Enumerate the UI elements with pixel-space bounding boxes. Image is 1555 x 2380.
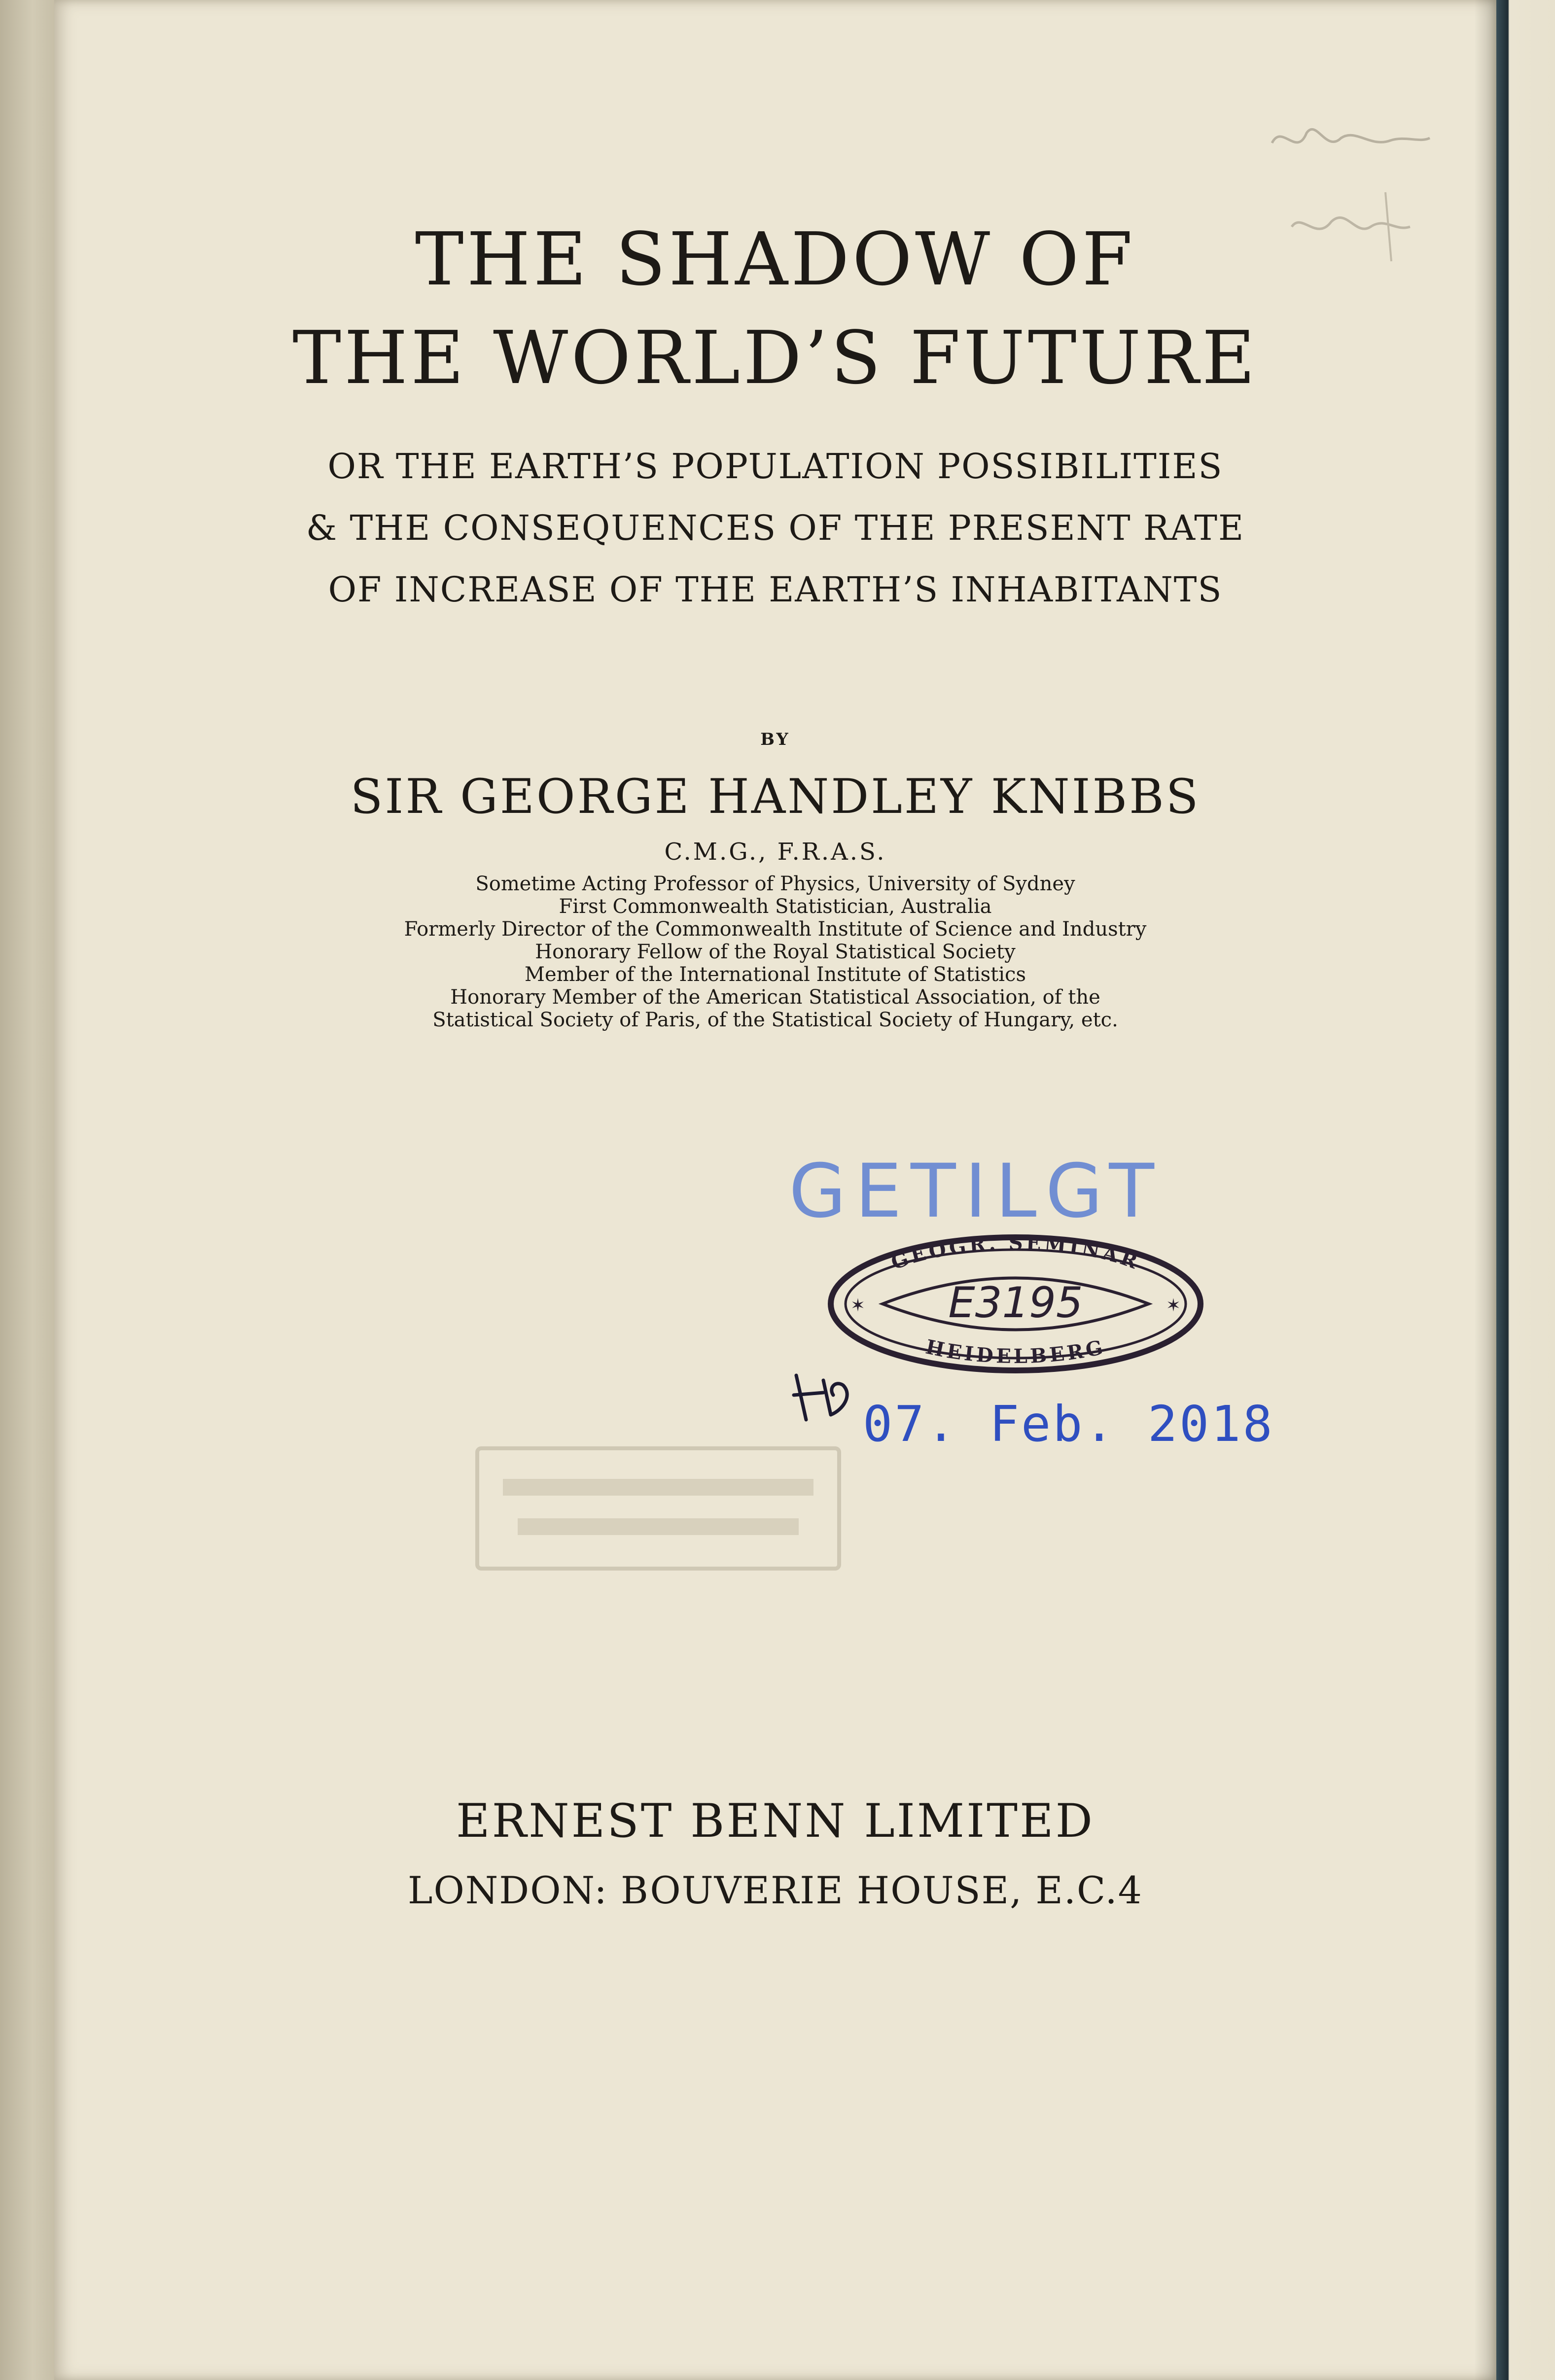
seal-top-text: GEOGR. SEMINAR [888, 1232, 1143, 1275]
seal-star-icon: ✶ [850, 1295, 866, 1316]
book-cover-edge [1496, 0, 1555, 2380]
seal-number: E3195 [948, 1278, 1083, 1328]
subtitle-line-3: OF INCREASE OF THE EARTH’S INHABITANTS [328, 569, 1223, 610]
credential-line: Sometime Acting Professor of Physics, University of Sydney [475, 873, 1075, 895]
subtitle-line-2: & THE CONSEQUENCES OF THE PRESENT RATE [306, 508, 1245, 548]
author-honours: C.M.G., F.R.A.S. [664, 838, 886, 866]
credential-line: First Commonwealth Statistician, Australia [559, 895, 992, 918]
library-seal-stamp [823, 1232, 1208, 1375]
date-stamp: 07. Feb. 2018 [863, 1395, 1274, 1453]
credential-line: Honorary Fellow of the Royal Statistical Society [535, 941, 1016, 963]
credential-line: Member of the International Institute of Statistics [525, 963, 1026, 986]
author-name: SIR GEORGE HANDLEY KNIBBS [350, 769, 1201, 824]
credential-line: Statistical Society of Paris, of the Statistical Society of Hungary, etc. [432, 1009, 1118, 1031]
byline: BY [760, 730, 790, 749]
title-line-1: THE SHADOW OF [415, 217, 1136, 302]
title-line-2: THE WORLD’S FUTURE [292, 315, 1258, 400]
subtitle-line-1: OR THE EARTH’S POPULATION POSSIBILITIES [327, 446, 1223, 487]
seal-bottom-text: HEIDELBERG [923, 1335, 1108, 1368]
svg-text:HEIDELBERG [923, 1335, 1107, 1368]
svg-text:GEOGR. SEMINAR [888, 1232, 1143, 1274]
handwritten-initials [789, 1365, 858, 1430]
faded-stamp [473, 1444, 843, 1573]
author-credentials [54, 873, 1496, 1031]
publisher-name: ERNEST BENN LIMITED [456, 1794, 1095, 1848]
seal-star-icon: ✶ [1166, 1295, 1181, 1316]
credential-line: Honorary Member of the American Statistical Association, of the [450, 986, 1100, 1009]
credential-line: Formerly Director of the Commonwealth Institute of Science and Industry [404, 918, 1147, 941]
previous-page-edge [0, 0, 59, 2380]
getilgt-stamp: GETILGT [789, 1149, 1163, 1234]
publisher-address: LONDON: BOUVERIE HOUSE, E.C.4 [407, 1868, 1143, 1912]
